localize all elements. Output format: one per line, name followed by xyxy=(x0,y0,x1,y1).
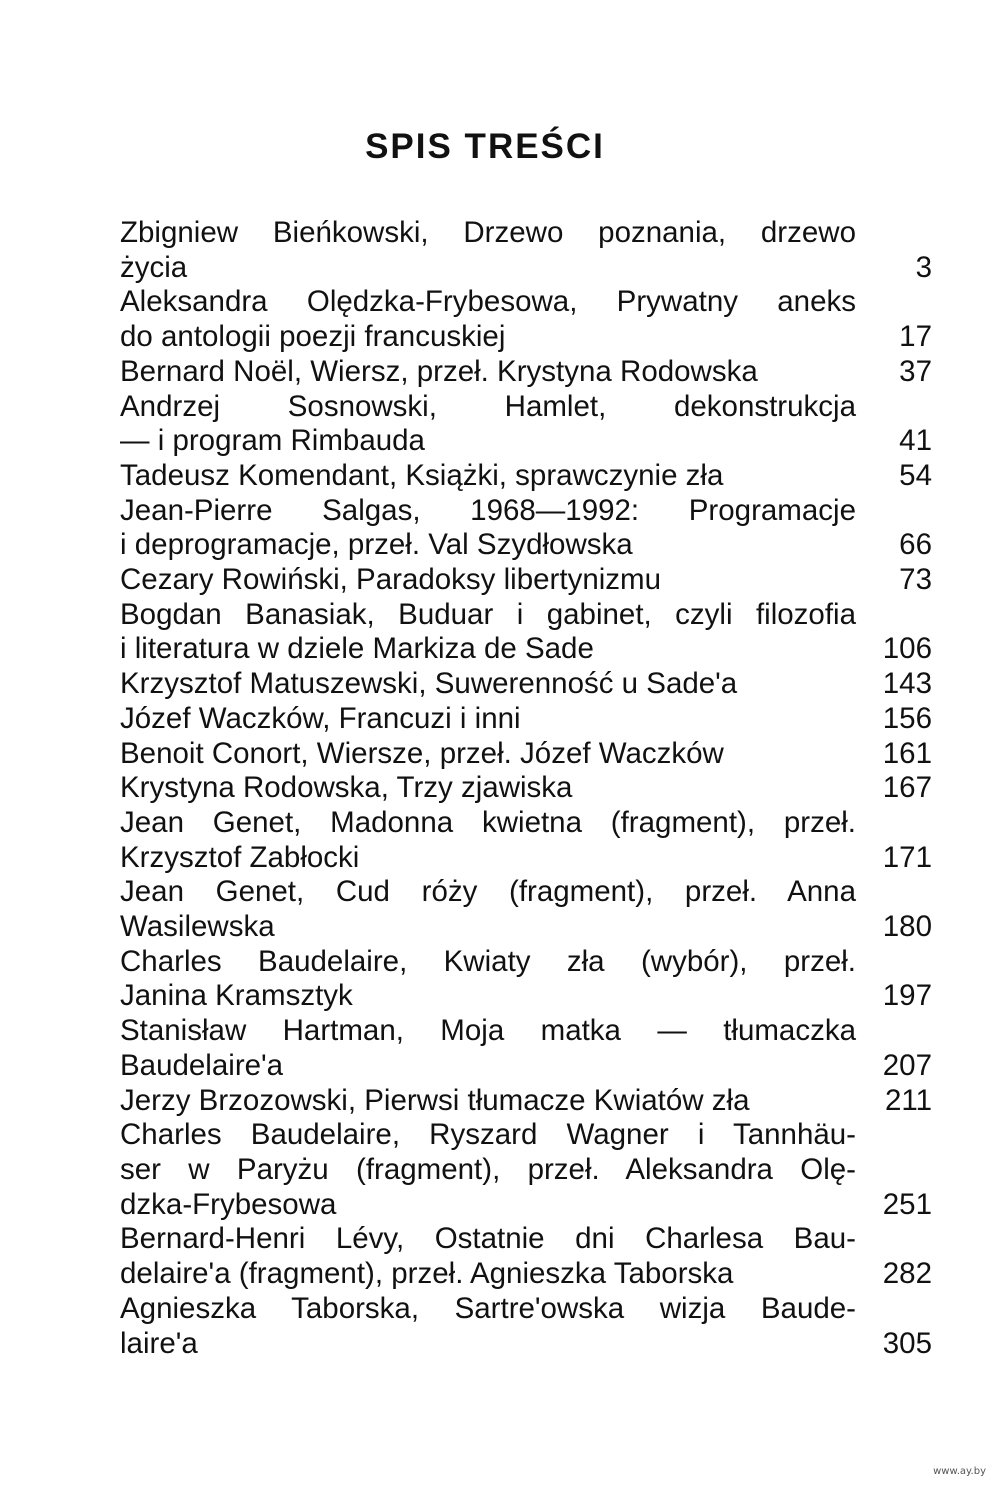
entry-line: Aleksandra Olędzka-Frybesowa, Prywatny aneks xyxy=(120,285,856,319)
toc-entry xyxy=(120,598,932,667)
entry-title xyxy=(120,459,856,494)
entry-page-number: 167 xyxy=(882,771,932,805)
entry-line: Stanisław Hartman, Moja matka — tłumaczka xyxy=(120,1014,856,1048)
entry-page-number: 211 xyxy=(884,1083,932,1117)
entry-line: Tadeusz Komendant, Książki, sprawczynie zła xyxy=(120,458,724,492)
toc-entry xyxy=(120,1118,932,1222)
toc-entry xyxy=(120,806,932,875)
entry-title xyxy=(120,1222,856,1291)
toc-entry xyxy=(120,494,932,563)
toc-entry xyxy=(120,737,932,772)
entry-line: Charles Baudelaire, Kwiaty zła (wybór), przeł. xyxy=(120,944,856,978)
entry-line: życia xyxy=(120,250,188,284)
entry-title xyxy=(120,390,856,459)
entry-title xyxy=(120,355,856,390)
entry-page-number: 305 xyxy=(882,1326,932,1360)
table-of-contents xyxy=(120,216,932,1361)
entry-line: Jerzy Brzozowski, Pierwsi tłumacze Kwiatów zła xyxy=(120,1083,750,1117)
toc-entry xyxy=(120,771,932,806)
entry-title xyxy=(120,667,856,702)
entry-line: dzka-Frybesowa xyxy=(120,1187,337,1221)
entry-title xyxy=(120,494,856,563)
entry-line: Bogdan Banasiak, Buduar i gabinet, czyli filozofia xyxy=(120,597,856,631)
entry-line: ser w Paryżu (fragment), przeł. Aleksandra Olę- xyxy=(120,1152,856,1186)
entry-line: laire'a xyxy=(120,1326,198,1360)
entry-line: Krystyna Rodowska, Trzy zjawiska xyxy=(120,771,573,805)
entry-page-number: 197 xyxy=(882,979,932,1013)
toc-entry xyxy=(120,285,932,354)
entry-line: Bernard-Henri Lévy, Ostatnie dni Charlesa Bau- xyxy=(120,1222,856,1256)
entry-page-number: 106 xyxy=(882,632,932,666)
entry-title xyxy=(120,771,856,806)
toc-entry xyxy=(120,563,932,598)
entry-line: Bernard Noël, Wiersz, przeł. Krystyna Rodowska xyxy=(120,354,758,388)
entry-title xyxy=(120,285,856,354)
entry-title xyxy=(120,806,856,875)
entry-page-number: 251 xyxy=(882,1187,932,1221)
entry-title xyxy=(120,598,856,667)
entry-page-number: 17 xyxy=(899,320,932,354)
toc-entry xyxy=(120,1084,932,1119)
entry-page-number: 66 xyxy=(899,528,932,562)
toc-entry xyxy=(120,459,932,494)
toc-entry xyxy=(120,1222,932,1291)
entry-line: i deprogramacje, przeł. Val Szydłowska xyxy=(120,528,633,562)
entry-line: Agnieszka Taborska, Sartre'owska wizja Baude- xyxy=(120,1291,856,1325)
page-title: SPIS TREŚCI xyxy=(365,127,605,166)
toc-entry xyxy=(120,1292,932,1361)
entry-page-number: 156 xyxy=(882,701,932,735)
entry-line: Baudelaire'a xyxy=(120,1048,284,1082)
toc-entry xyxy=(120,667,932,702)
toc-entry xyxy=(120,875,932,944)
entry-line: Wasilewska xyxy=(120,910,275,944)
entry-line: Jean-Pierre Salgas, 1968—1992: Programacje xyxy=(120,493,856,527)
entry-line: Jean Genet, Cud róży (fragment), przeł. Anna xyxy=(120,875,856,909)
entry-page-number: 282 xyxy=(882,1257,932,1291)
toc-entry xyxy=(120,355,932,390)
entry-line: Cezary Rowiński, Paradoksy libertynizmu xyxy=(120,563,662,597)
entry-page-number: 41 xyxy=(899,424,932,458)
entry-page-number: 171 xyxy=(882,840,932,874)
entry-page-number: 207 xyxy=(882,1048,932,1082)
entry-title xyxy=(120,1084,856,1119)
entry-title xyxy=(120,945,856,1014)
entry-line: Jean Genet, Madonna kwietna (fragment), przeł. xyxy=(120,805,856,839)
entry-line: Krzysztof Zabłocki xyxy=(120,840,360,874)
toc-entry xyxy=(120,702,932,737)
entry-page-number: 54 xyxy=(899,458,932,492)
entry-line: delaire'a (fragment), przeł. Agnieszka Taborska xyxy=(120,1257,734,1291)
entry-title xyxy=(120,1014,856,1083)
entry-line: do antologii poezji francuskiej xyxy=(120,320,506,354)
toc-entry xyxy=(120,390,932,459)
entry-page-number: 161 xyxy=(882,736,932,770)
toc-entry xyxy=(120,945,932,1014)
entry-line: Józef Waczków, Francuzi i inni xyxy=(120,701,521,735)
entry-title xyxy=(120,875,856,944)
entry-line: — i program Rimbauda xyxy=(120,424,425,458)
entry-page-number: 37 xyxy=(899,354,932,388)
entry-title xyxy=(120,1118,856,1222)
entry-line: Benoit Conort, Wiersze, przeł. Józef Waczków xyxy=(120,736,724,770)
toc-entry xyxy=(120,216,932,285)
entry-title xyxy=(120,216,856,285)
entry-title xyxy=(120,1292,856,1361)
watermark-text: www.ay.by xyxy=(933,1466,986,1477)
entry-title xyxy=(120,702,856,737)
toc-entry xyxy=(120,1014,932,1083)
entry-page-number: 180 xyxy=(882,910,932,944)
entry-page-number: 73 xyxy=(899,563,932,597)
entry-page-number: 143 xyxy=(882,667,932,701)
entry-title xyxy=(120,737,856,772)
entry-line: Janina Kramsztyk xyxy=(120,979,353,1013)
entry-line: Zbigniew Bieńkowski, Drzewo poznania, drzewo xyxy=(120,216,856,249)
entry-line: Charles Baudelaire, Ryszard Wagner i Tannhäu- xyxy=(120,1118,856,1152)
entry-line: Krzysztof Matuszewski, Suwerenność u Sade'a xyxy=(120,667,738,701)
entry-line: i literatura w dziele Markiza de Sade xyxy=(120,632,594,666)
entry-line: Andrzej Sosnowski, Hamlet, dekonstrukcja xyxy=(120,389,856,423)
entry-title xyxy=(120,563,856,598)
entry-page-number: 3 xyxy=(915,250,932,284)
